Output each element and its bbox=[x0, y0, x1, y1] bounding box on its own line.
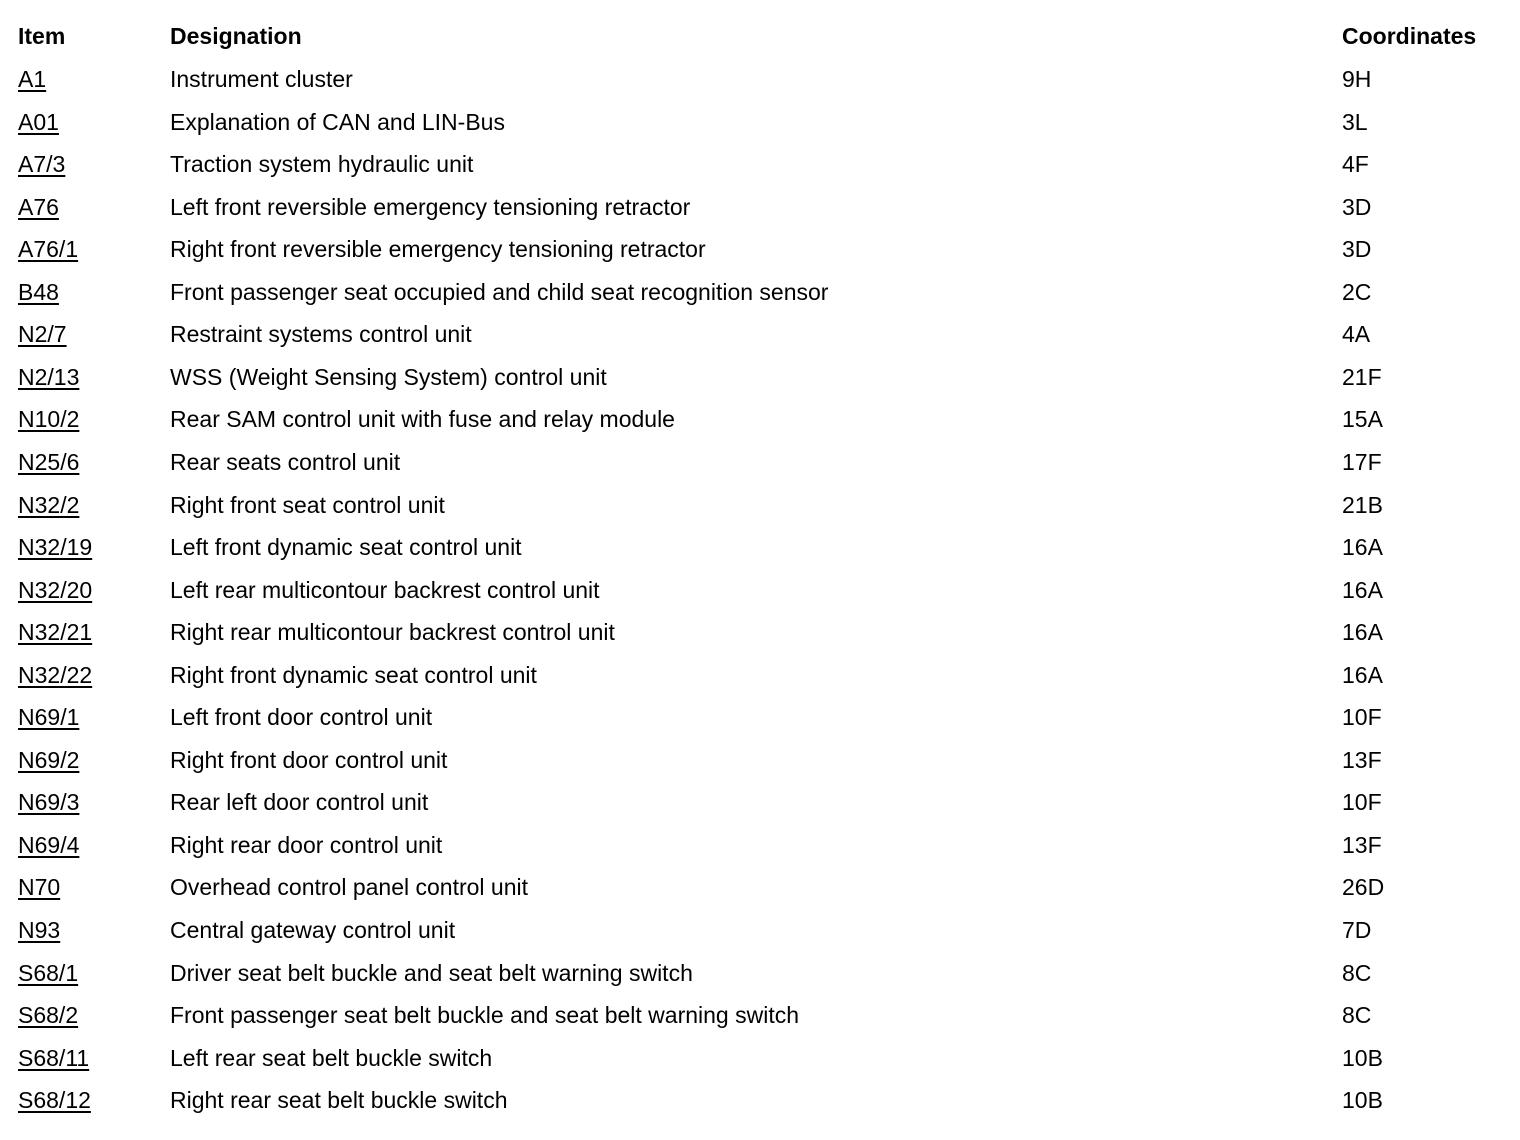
coordinates-text: 3L bbox=[1342, 108, 1368, 135]
designation-text: Right front seat control unit bbox=[170, 491, 445, 518]
coordinates-text: 10B bbox=[1342, 1044, 1383, 1071]
coordinates-text: 16A bbox=[1342, 534, 1383, 561]
table-row bbox=[0, 696, 1520, 738]
table-row bbox=[0, 824, 1520, 866]
item-link[interactable]: N32/19 bbox=[18, 534, 93, 561]
designation-text: Right front reversible emergency tensioning retractor bbox=[170, 236, 706, 263]
designation-text: Left rear seat belt buckle switch bbox=[170, 1044, 493, 1071]
table-row bbox=[0, 1037, 1520, 1079]
coordinates-text: 8C bbox=[1342, 1002, 1372, 1029]
designation-text: Right rear seat belt buckle switch bbox=[170, 1087, 508, 1114]
item-link[interactable]: A7/3 bbox=[18, 151, 66, 178]
item-link[interactable]: S68/2 bbox=[18, 1002, 79, 1029]
item-link[interactable]: N32/20 bbox=[18, 576, 93, 603]
item-link[interactable]: N69/4 bbox=[18, 831, 80, 858]
table-row bbox=[0, 1079, 1520, 1121]
designation-text: Rear left door control unit bbox=[170, 789, 429, 816]
coordinates-text: 16A bbox=[1342, 661, 1383, 688]
coordinates-text: 2C bbox=[1342, 278, 1372, 305]
item-link[interactable]: N69/2 bbox=[18, 746, 80, 773]
designation-text: Left front reversible emergency tensioning retractor bbox=[170, 193, 691, 220]
coordinates-text: 21F bbox=[1342, 363, 1382, 390]
table-row bbox=[0, 569, 1520, 611]
coordinates-text: 7D bbox=[1342, 917, 1372, 943]
designation-text: Right rear multicontour backrest control unit bbox=[170, 619, 615, 646]
coordinates-text: 8C bbox=[1342, 959, 1372, 986]
table-row bbox=[0, 356, 1520, 398]
designation-text: Left rear multicontour backrest control unit bbox=[170, 576, 600, 603]
designation-text: Instrument cluster bbox=[170, 66, 353, 92]
designation-text: Left front dynamic seat control unit bbox=[170, 534, 522, 561]
column-header-item: Item bbox=[18, 23, 66, 49]
table-row bbox=[0, 739, 1520, 781]
coordinates-text: 3D bbox=[1342, 193, 1372, 220]
coordinates-text: 10B bbox=[1342, 1087, 1383, 1114]
table-header-row bbox=[0, 15, 1520, 57]
designation-text: Right front dynamic seat control unit bbox=[170, 661, 537, 688]
item-link[interactable]: N32/22 bbox=[18, 661, 93, 688]
coordinates-text: 13F bbox=[1342, 831, 1382, 858]
column-header-designation: Designation bbox=[170, 23, 302, 49]
table-row bbox=[0, 484, 1520, 526]
coordinates-text: 16A bbox=[1342, 576, 1383, 603]
table-row bbox=[0, 526, 1520, 568]
item-link[interactable]: A01 bbox=[18, 108, 59, 135]
item-link[interactable]: N10/2 bbox=[18, 406, 80, 433]
designation-text: Traction system hydraulic unit bbox=[170, 151, 474, 178]
coordinates-text: 16A bbox=[1342, 619, 1383, 646]
table-row bbox=[0, 781, 1520, 823]
designation-text: Explanation of CAN and LIN-Bus bbox=[170, 108, 505, 135]
item-link[interactable]: N32/21 bbox=[18, 619, 93, 646]
item-link[interactable]: A1 bbox=[18, 66, 47, 92]
item-link[interactable]: N2/7 bbox=[18, 321, 67, 348]
item-link[interactable]: S68/12 bbox=[18, 1087, 91, 1114]
coordinates-text: 26D bbox=[1342, 874, 1385, 901]
item-link[interactable]: N25/6 bbox=[18, 448, 80, 475]
item-link[interactable]: N70 bbox=[18, 874, 61, 901]
coordinates-text: 15A bbox=[1342, 406, 1383, 433]
designation-text: Right rear door control unit bbox=[170, 831, 443, 858]
designation-text: Overhead control panel control unit bbox=[170, 874, 528, 901]
column-header-coordinates: Coordinates bbox=[1342, 23, 1477, 49]
item-link[interactable]: S68/11 bbox=[18, 1044, 90, 1071]
item-link[interactable]: N69/1 bbox=[18, 704, 80, 731]
designation-text: Front passenger seat occupied and child seat recognition sensor bbox=[170, 278, 829, 305]
designation-text: WSS (Weight Sensing System) control unit bbox=[170, 363, 607, 390]
table-row bbox=[0, 58, 1520, 100]
table-row bbox=[0, 952, 1520, 994]
table-row bbox=[0, 866, 1520, 908]
coordinates-text: 3D bbox=[1342, 236, 1372, 263]
item-link[interactable]: A76 bbox=[18, 193, 59, 220]
coordinates-text: 17F bbox=[1342, 448, 1382, 475]
table-row bbox=[0, 101, 1520, 143]
coordinates-text: 4A bbox=[1342, 321, 1371, 348]
designation-text: Front passenger seat belt buckle and seat belt warning switch bbox=[170, 1002, 800, 1029]
coordinates-text: 10F bbox=[1342, 789, 1382, 816]
table-row bbox=[0, 398, 1520, 440]
coordinates-text: 4F bbox=[1342, 151, 1369, 178]
table-row bbox=[0, 994, 1520, 1036]
designation-text: Right front door control unit bbox=[170, 746, 448, 773]
table-row bbox=[0, 228, 1520, 270]
item-link[interactable]: B48 bbox=[18, 278, 59, 305]
table-row bbox=[0, 313, 1520, 355]
designation-text: Restraint systems control unit bbox=[170, 321, 472, 348]
item-link[interactable]: N2/13 bbox=[18, 363, 80, 390]
designation-text: Driver seat belt buckle and seat belt warning switch bbox=[170, 959, 693, 986]
table-row bbox=[0, 654, 1520, 696]
coordinates-text: 9H bbox=[1342, 66, 1372, 92]
item-link[interactable]: S68/1 bbox=[18, 959, 79, 986]
table-row bbox=[0, 271, 1520, 313]
designation-text: Left front door control unit bbox=[170, 704, 433, 731]
coordinates-text: 13F bbox=[1342, 746, 1382, 773]
table-row bbox=[0, 441, 1520, 483]
item-link[interactable]: N69/3 bbox=[18, 789, 80, 816]
item-link[interactable]: N93 bbox=[18, 917, 61, 943]
table-row bbox=[0, 186, 1520, 228]
designation-text: Rear SAM control unit with fuse and relay module bbox=[170, 406, 675, 433]
table-row bbox=[0, 611, 1520, 653]
table-row bbox=[0, 143, 1520, 185]
item-link[interactable]: A76/1 bbox=[18, 236, 79, 263]
designation-text: Central gateway control unit bbox=[170, 917, 456, 943]
table-row bbox=[0, 909, 1520, 951]
designation-text: Rear seats control unit bbox=[170, 448, 401, 475]
coordinates-text: 21B bbox=[1342, 491, 1383, 518]
coordinates-text: 10F bbox=[1342, 704, 1382, 731]
item-link[interactable]: N32/2 bbox=[18, 491, 80, 518]
